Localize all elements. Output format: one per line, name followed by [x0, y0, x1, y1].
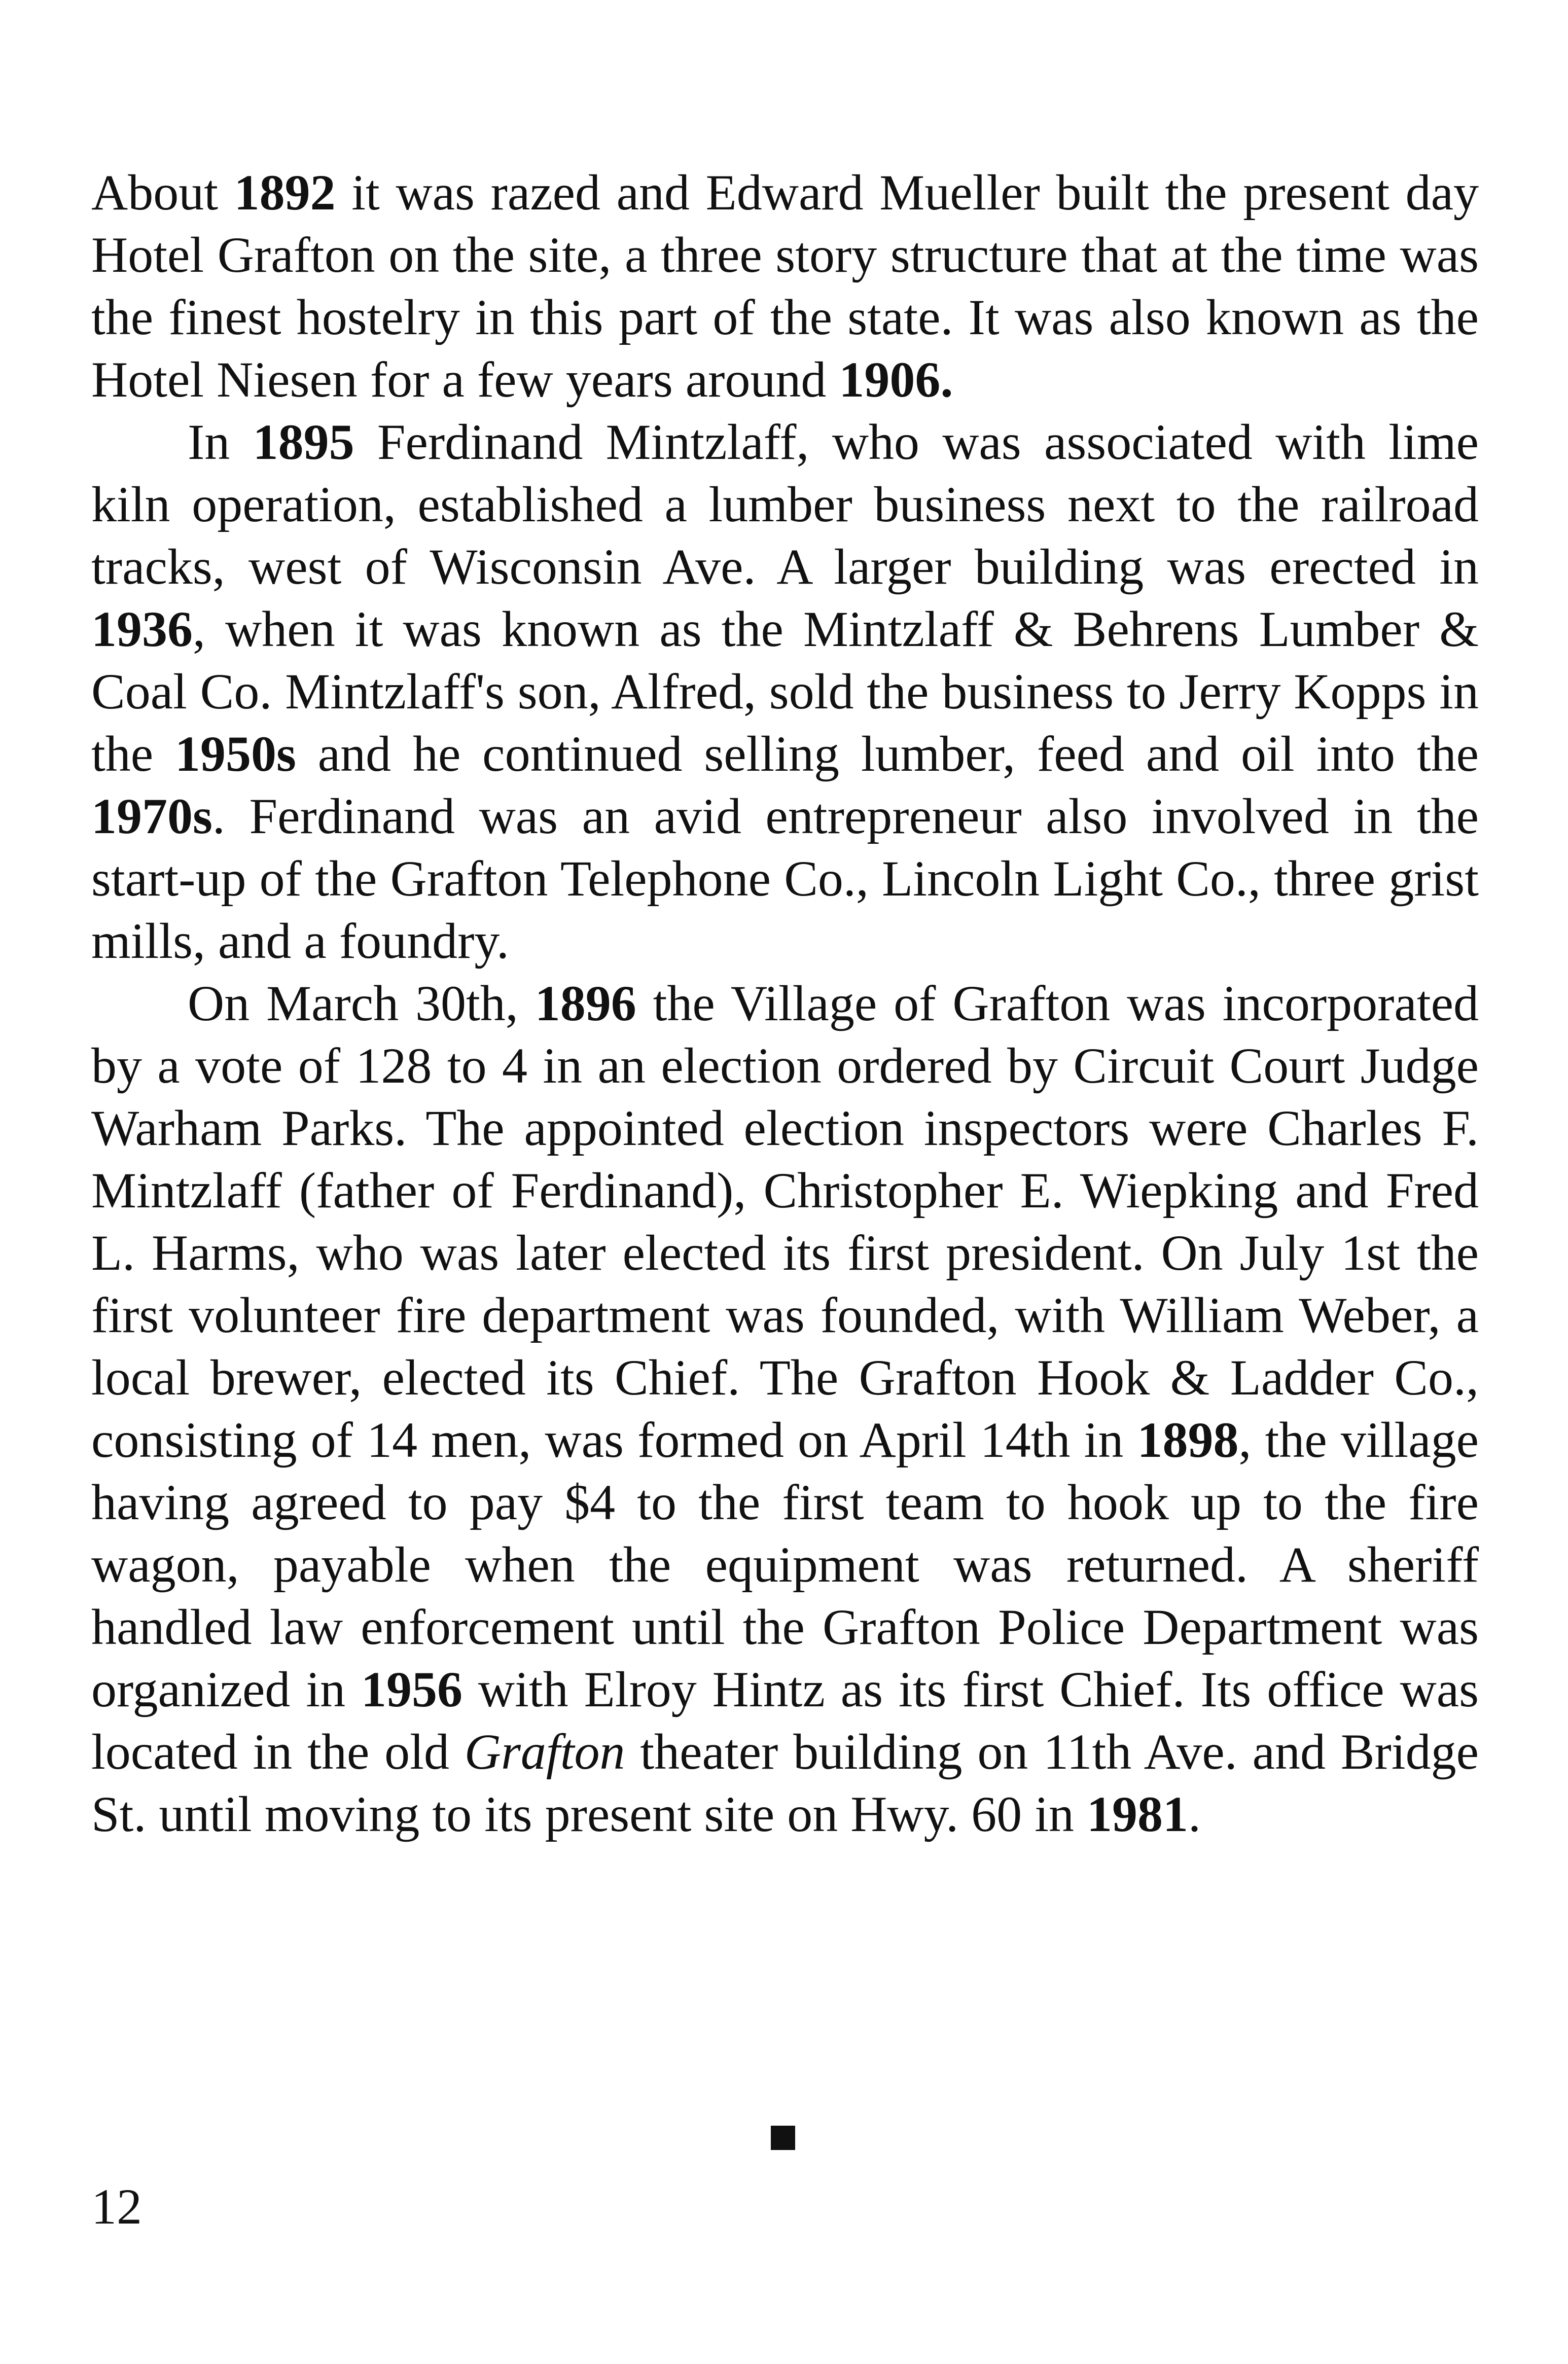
body-text [91, 161, 1479, 1845]
text-run: Ferdinand Mintzlaff, who was associated with lime kiln operation, established a lumber business next to the railroad tracks, west of Wisconsin Ave. A larger building was erected in [91, 414, 1479, 595]
text-run: and he continued selling lumber, feed and oil into the [296, 726, 1479, 782]
text-run: About [91, 164, 234, 221]
text-run: 1981 [1086, 1786, 1188, 1842]
text-run: 1906. [839, 351, 953, 408]
text-run: the Village of Grafton was incorporated by a vote of 128 to 4 in an election ordered by Circuit Court Judge Warham Parks. The appointed election inspectors were Charles F. Mintzlaff (father of Ferdinand), Christopher E. Wiepking and Fred L. Harms, who was later elected its first president. On July 1st the first volunteer fire department was founded, with William Weber, a local brewer, elected its Chief. The Grafton Hook & Ladder Co., consisting of 14 men, was formed on April 14th in [91, 975, 1479, 1468]
text-run: , the village having agreed to pay $4 to the first team to hook up to the fire wagon, payable when the equipment was returned. A sheriff handled law enforcement until the Grafton Police Department was organized in [91, 1412, 1479, 1717]
text-run: Grafton [464, 1724, 625, 1780]
paragraph-2 [91, 411, 1479, 972]
page-number: 12 [91, 2178, 142, 2235]
text-run: On March 30th, [188, 975, 535, 1031]
text-run: , when it was known as the Mintzlaff & Behrens Lumber & Coal Co. Mintzlaff's son, Alfred, sold the business to Jerry Kopps in the [91, 601, 1479, 782]
text-run: 1956 [361, 1661, 463, 1717]
text-run: 1936 [91, 601, 193, 657]
paragraph-3 [91, 972, 1479, 1845]
text-run: it was razed and Edward Mueller built the present day Hotel Grafton on the site, a three story structure that at the time was the finest hostelry in this part of the state. It was also known as the Hotel Niesen for a few years around [91, 164, 1479, 408]
text-run: 1950s [175, 726, 296, 782]
text-run: theater building on 11th Ave. and Bridge St. until moving to its present site on Hwy. 60 in [91, 1724, 1479, 1842]
text-run: with Elroy Hintz as its first Chief. Its office was located in the old [91, 1661, 1479, 1780]
text-run: In [188, 414, 253, 470]
paragraph-1 [91, 161, 1479, 411]
text-run: 1896 [534, 975, 636, 1031]
text-run: . [1188, 1786, 1201, 1842]
end-of-section-mark [771, 2126, 795, 2150]
text-run: . Ferdinand was an avid entrepreneur also involved in the start-up of the Grafton Telephone Co., Lincoln Light Co., three grist mills, and a foundry. [91, 788, 1479, 969]
text-run: 1892 [234, 164, 336, 221]
text-run: 1970s [91, 788, 212, 844]
text-run: 1898 [1137, 1412, 1239, 1468]
text-run: 1895 [253, 414, 354, 470]
